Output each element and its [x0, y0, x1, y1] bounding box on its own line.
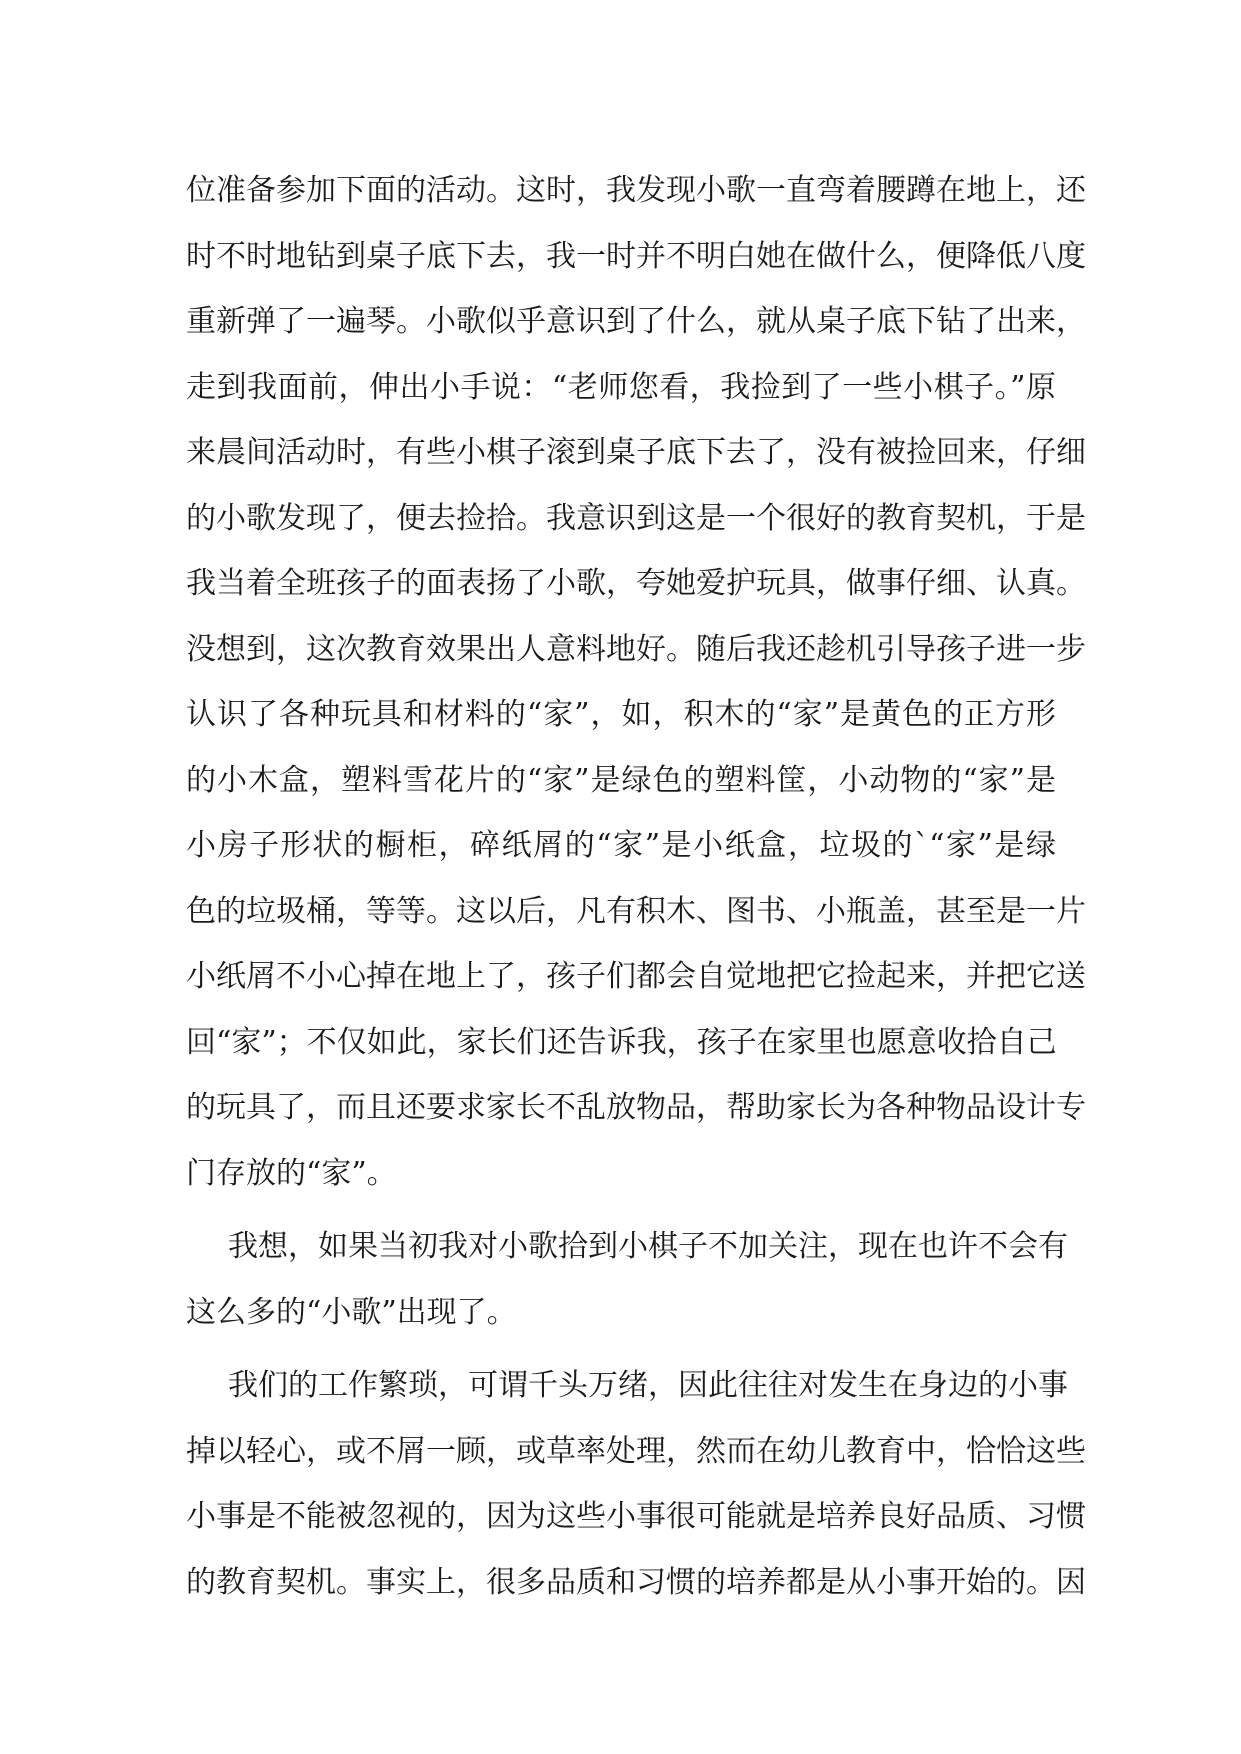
text-line: 没想到，这次教育效果出人意料地好。随后我还趁机引导孩子进一步 [186, 631, 1086, 667]
text-line: 小房子形状的橱柜，碎纸屑的“家”是小纸盒，垃圾的`“家”是绿 [186, 828, 1056, 863]
text-line: 时不时地钻到桌子底下去，我一时并不明白她在做什么，便降低八度 [186, 238, 1086, 274]
text-line: 掉以轻心，或不屑一顾，或草率处理，然而在幼儿教育中，恰恰这些 [186, 1433, 1086, 1469]
text-line: 来晨间活动时，有些小棋子滚到桌子底下去了，没有被捡回来，仔细 [186, 435, 1086, 470]
text-line: 走到我面前，伸出小手说：“老师您看，我捡到了一些小棋子。”原 [186, 369, 1056, 405]
text-line: 我们的工作繁琐，可谓千头万绪，因此往往对发生在身边的小事 [228, 1368, 1068, 1403]
text-line: 这么多的“小歌”出现了。 [186, 1294, 517, 1330]
text-line: 回“家”；不仅如此，家长们还告诉我，孩子在家里也愿意收拾自己 [186, 1024, 1057, 1060]
body-text [186, 158, 1086, 1615]
paragraph-gap [186, 1206, 1056, 1214]
text-line: 的小木盒，塑料雪花片的“家”是绿色的塑料筐，小动物的“家”是 [186, 762, 1056, 798]
text-line: 的小歌发现了，便去捡拾。我意识到这是一个很好的教育契机，于是 [186, 500, 1086, 536]
text-line: 重新弹了一遍琴。小歌似乎意识到了什么，就从桌子底下钻了出来， [186, 304, 1086, 339]
text-line: 位准备参加下面的活动。这时，我发现小歌一直弯着腰蹲在地上，还 [186, 173, 1086, 208]
text-line: 小事是不能被忽视的，因为这些小事很可能就是培养良好品质、习惯 [186, 1499, 1086, 1534]
text-line: 的玩具了，而且还要求家长不乱放物品，帮助家长为各种物品设计专 [186, 1090, 1086, 1125]
text-line: 的教育契机。事实上，很多品质和习惯的培养都是从小事开始的。因 [186, 1564, 1086, 1600]
text-line: 小纸屑不小心掉在地上了，孩子们都会自觉地把它捡起来，并把它送 [186, 959, 1086, 994]
text-line: 门存放的“家”。 [186, 1155, 397, 1191]
paragraph-gap [186, 1345, 1056, 1353]
text-line: 我想，如果当初我对小歌拾到小棋子不加关注，现在也许不会有 [228, 1229, 1068, 1264]
text-line: 认识了各种玩具和材料的“家”，如，积木的“家”是黄色的正方形 [186, 697, 1056, 732]
text-line: 我当着全班孩子的面表扬了小歌，夸她爱护玩具，做事仔细、认真。 [186, 566, 1086, 601]
text-line: 色的垃圾桶，等等。这以后，凡有积木、图书、小瓶盖，甚至是一片 [186, 893, 1086, 929]
